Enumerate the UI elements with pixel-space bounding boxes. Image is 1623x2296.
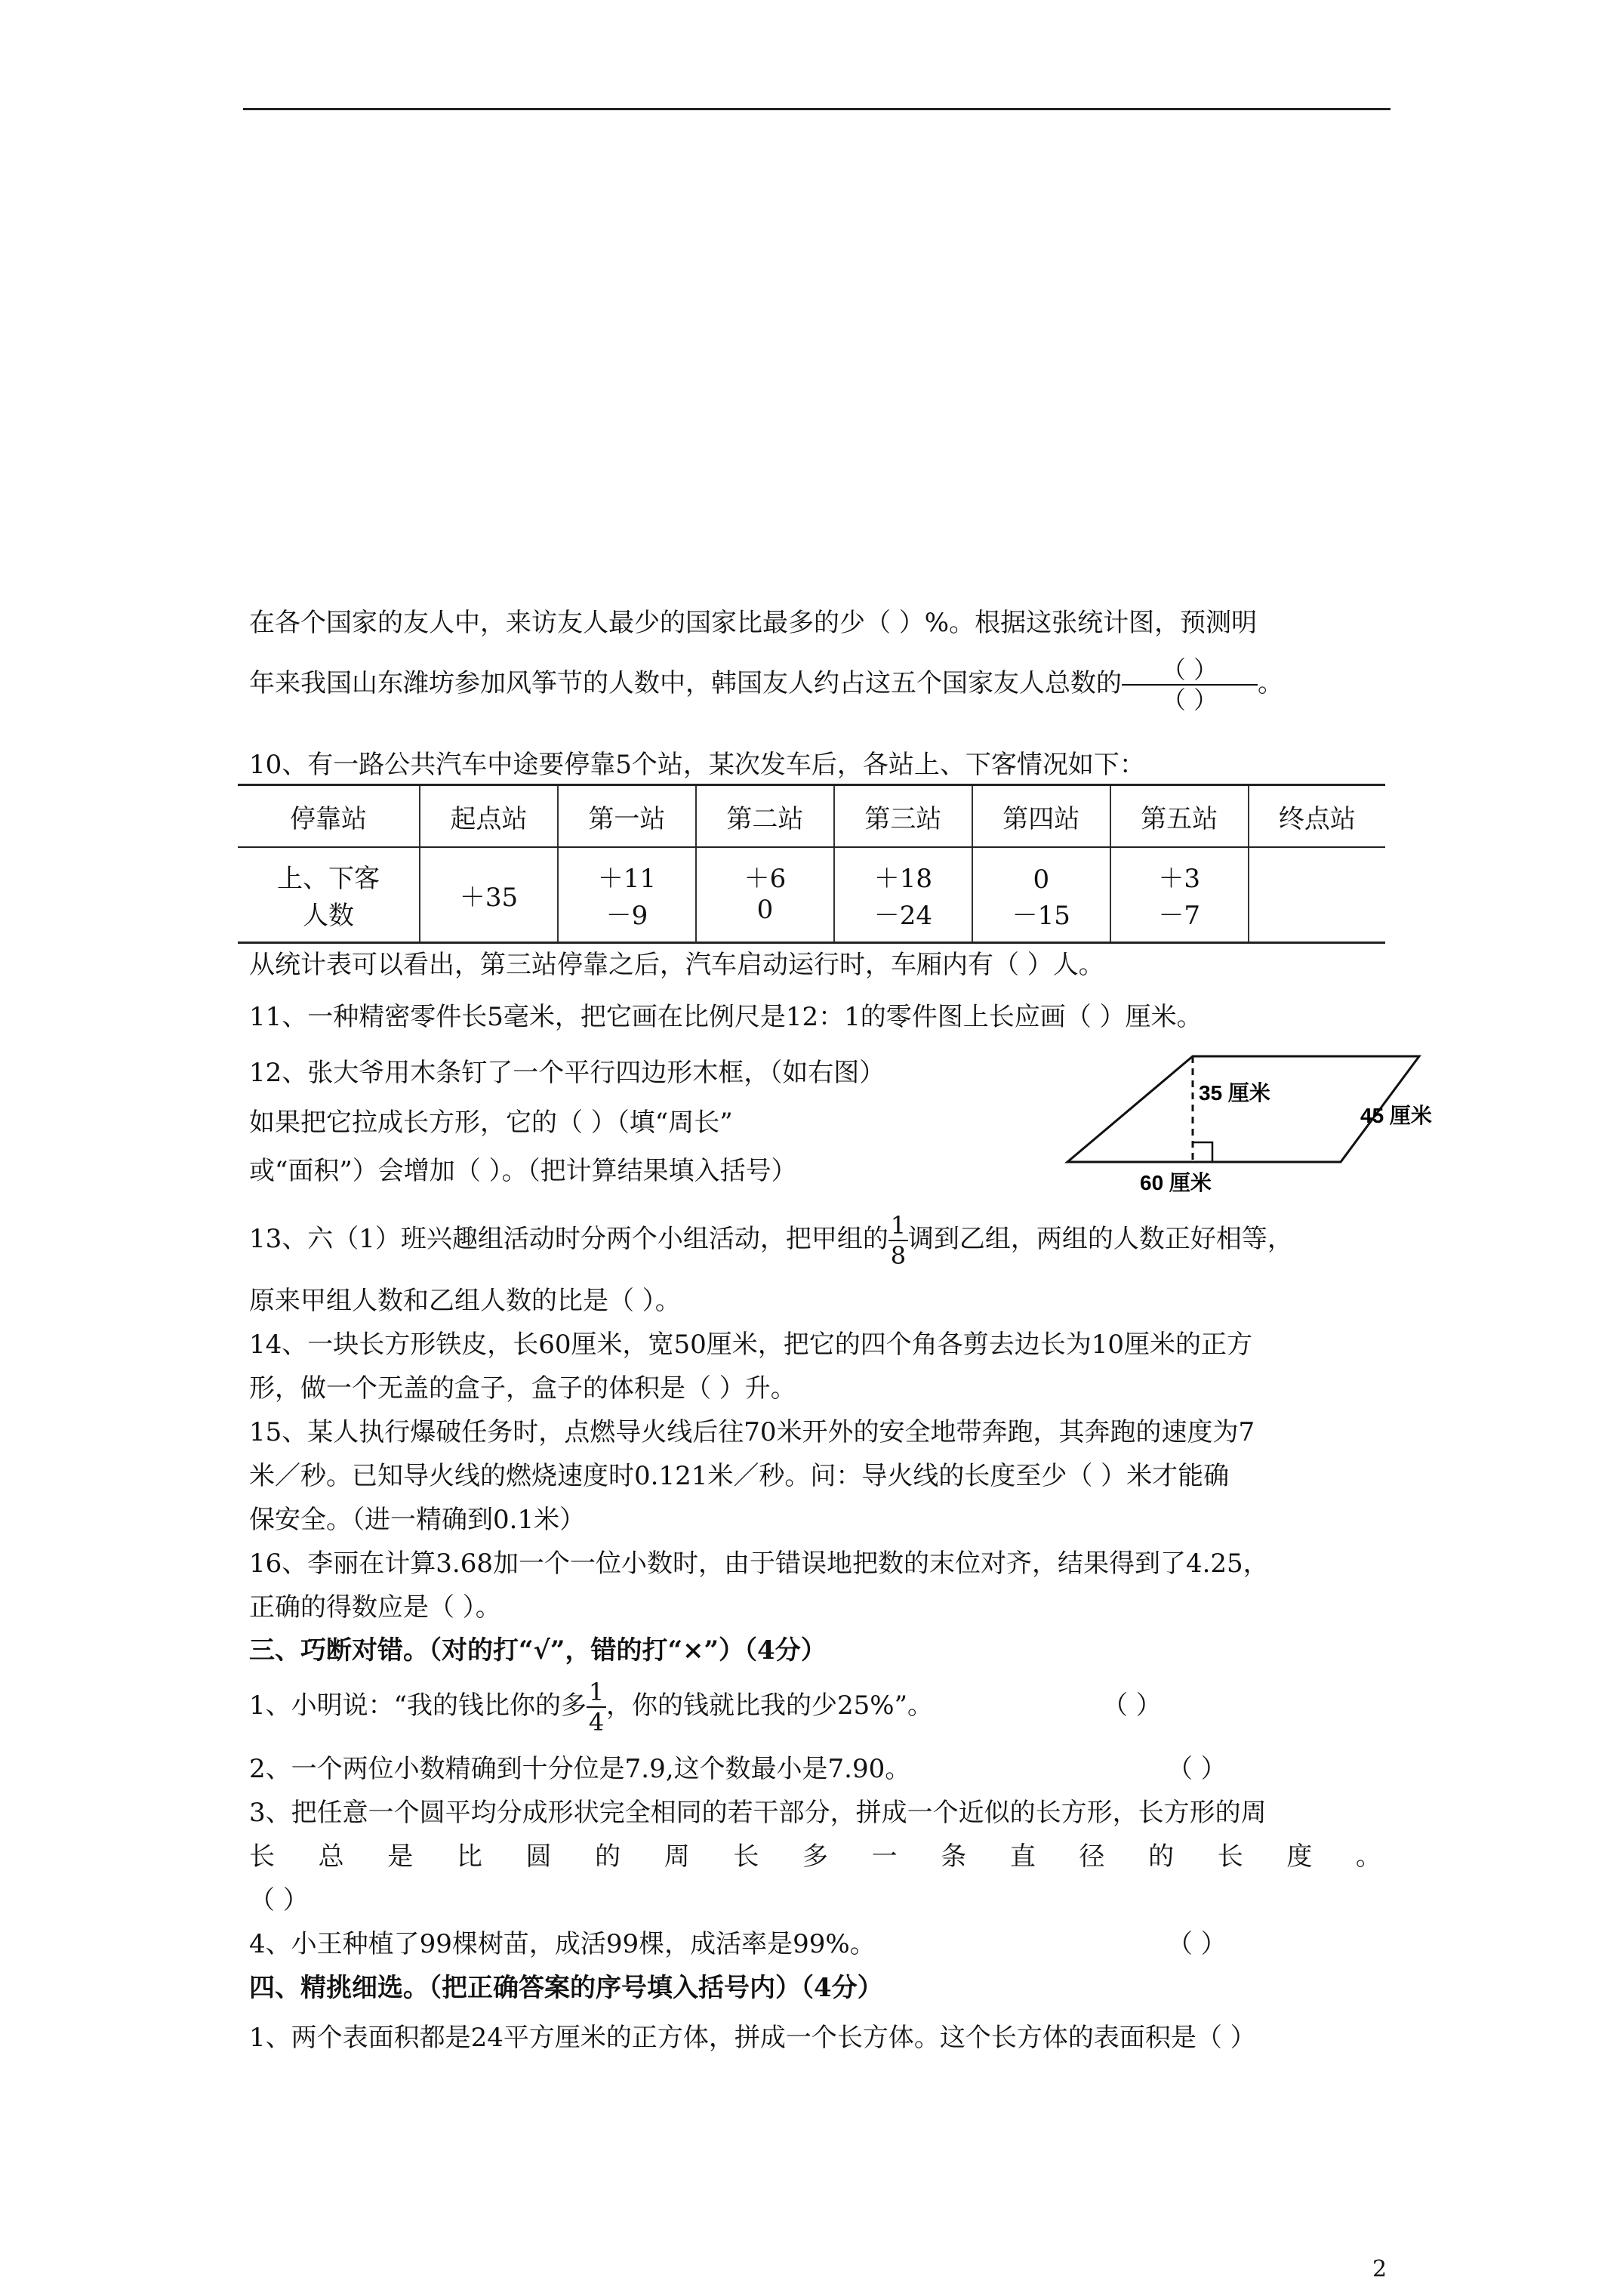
table-cell: －7 — [1110, 895, 1249, 943]
q12-line3: 或“面积”）会增加（ ）。（把计算结果填入括号） — [249, 1156, 797, 1186]
table-cell: ＋6 — [696, 847, 834, 895]
q11: 11、一种精密零件长5毫米，把它画在比例尺是12：1的零件图上长应画（ ）厘米。 — [249, 1002, 1203, 1032]
q9-frac-numerator: （ ） — [1161, 655, 1218, 684]
q15-line3: 保安全。（进一精确到0.1米） — [249, 1505, 586, 1535]
table-cell: －15 — [972, 895, 1110, 943]
sec3-item1-fraction — [587, 1678, 606, 1737]
q16-line1: 16、李丽在计算3.68加一个一位小数时，由于错误地把数的末位对齐，结果得到了4.25， — [249, 1549, 1269, 1579]
char: 的 — [595, 1841, 621, 1872]
table-cell: ＋18 — [834, 847, 972, 895]
table-header-cell: 第三站 — [834, 785, 972, 848]
q14-line2: 形，做一个无盖的盒子，盒子的体积是（ ）升。 — [249, 1373, 796, 1404]
height-label: 35 厘米 — [1199, 1081, 1270, 1105]
char: 周 — [664, 1841, 690, 1872]
q9-fraction-blank — [1122, 655, 1258, 714]
q10-after: 从统计表可以看出，第三站停靠之后，汽车启动运行时，车厢内有（ ）人。 — [249, 950, 1104, 980]
char: 圆 — [525, 1841, 552, 1872]
sec3-item3-line1: 3、把任意一个圆平均分成形状完全相同的若干部分，拼成一个近似的长方形，长方形的周 — [249, 1798, 1267, 1828]
sec3-item4-answer-paren: （ ） — [1167, 1929, 1227, 1959]
sec3-item1-answer-paren: （ ） — [1102, 1690, 1162, 1721]
section4-title: 四、精挑细选。（把正确答案的序号填入括号内）（4分） — [249, 1973, 883, 2003]
q12-line1: 12、张大爷用木条钉了一个平行四边形木框，（如右图） — [249, 1058, 885, 1088]
char: 长 — [249, 1841, 275, 1872]
char: 。 — [1356, 1841, 1381, 1872]
table-header-cell: 第五站 — [1110, 785, 1249, 848]
table-cell: 0 — [696, 895, 834, 943]
sec4-item1: 1、两个表面积都是24平方厘米的正方体，拼成一个长方体。这个长方体的表面积是（ ） — [249, 2023, 1256, 2053]
table-cell: ＋11 — [558, 847, 696, 895]
q9-line1: 在各个国家的友人中，来访友人最少的国家比最多的少（ ）%。根据这张统计图，预测明 — [249, 608, 1258, 638]
q13-frac-numerator: 1 — [890, 1211, 907, 1240]
side-label: 45 厘米 — [1360, 1104, 1432, 1127]
char: 是 — [387, 1841, 414, 1872]
q9-frac-denominator: （ ） — [1161, 686, 1218, 714]
char: 长 — [733, 1841, 759, 1872]
row-label-top: 上、下客 — [238, 847, 420, 895]
char: 径 — [1079, 1841, 1105, 1872]
q16-line2: 正确的得数应是（ ）。 — [249, 1592, 501, 1623]
table-cell: 0 — [972, 847, 1110, 895]
sec3-item1 — [249, 1675, 933, 1737]
terminal-value — [1249, 847, 1385, 943]
table-header-cell: 第二站 — [696, 785, 834, 848]
char: 直 — [1009, 1841, 1036, 1872]
sec3-frac-numerator: 1 — [588, 1678, 605, 1706]
q13-pre: 13、六（1）班兴趣组活动时分两个小组活动，把甲组的 — [249, 1224, 888, 1254]
page-number: 2 — [1372, 2256, 1387, 2282]
q14-line1: 14、一块长方形铁皮，长60厘米，宽50厘米，把它的四个角各剪去边长为10厘米的正方 — [249, 1330, 1253, 1360]
table-row-boarding — [238, 847, 1385, 895]
char: 长 — [1217, 1841, 1243, 1872]
char: 比 — [456, 1841, 482, 1872]
table-header-cell: 终点站 — [1249, 785, 1385, 848]
q15-line1: 15、某人执行爆破任务时，点燃导火线后往70米开外的安全地带奔跑，其奔跑的速度为7 — [249, 1417, 1255, 1447]
sec3-item3-line2 — [249, 1839, 1381, 1874]
char: 度 — [1286, 1841, 1313, 1872]
table-header-cell: 第一站 — [558, 785, 696, 848]
table-cell: －24 — [834, 895, 972, 943]
header-rule — [243, 108, 1390, 110]
parallelogram-figure — [1057, 1046, 1464, 1197]
q12-line2: 如果把它拉成长方形，它的（ ）（填“周长” — [249, 1108, 733, 1138]
table-header-cell: 停靠站 — [238, 785, 420, 848]
base-label: 60 厘米 — [1140, 1171, 1212, 1194]
sec3-item3-answer-paren: （ ） — [249, 1885, 309, 1915]
char: 一 — [871, 1841, 898, 1872]
sec3-frac-denominator: 4 — [588, 1708, 605, 1737]
q15-line2: 米／秒。已知导火线的燃烧速度时0.121米／秒。问：导火线的长度至少（ ）米才能确 — [249, 1461, 1230, 1491]
section3-title: 三、巧断对错。（对的打“√”，错的打“×”）（4分） — [249, 1635, 827, 1666]
char: 的 — [1148, 1841, 1175, 1872]
sec3-item1-pre: 1、小明说：“我的钱比你的多 — [249, 1690, 587, 1721]
q13-line2: 原来甲组人数和乙组人数的比是（ ）。 — [249, 1286, 681, 1316]
q9-line2 — [249, 655, 1283, 714]
char: 多 — [802, 1841, 828, 1872]
char: 总 — [318, 1841, 344, 1872]
table-header-cell: 起点站 — [420, 785, 558, 848]
sec3-item2: 2、一个两位小数精确到十分位是7.9,这个数最小是7.90。 — [249, 1754, 911, 1784]
bus-stop-table — [238, 784, 1385, 944]
table-header-cell: 第四站 — [972, 785, 1110, 848]
q13-frac-denominator: 8 — [890, 1241, 907, 1270]
sec3-item2-answer-paren: （ ） — [1167, 1754, 1227, 1784]
char: 条 — [941, 1841, 967, 1872]
sec3-item1-post: ，你的钱就比我的少25%”。 — [606, 1690, 933, 1721]
q13-fraction — [888, 1211, 908, 1270]
start-value: ＋35 — [420, 847, 558, 943]
sec3-item4: 4、小王种植了99棵树苗，成活99棵，成活率是99%。 — [249, 1929, 876, 1959]
q10-intro: 10、有一路公共汽车中途要停靠5个站，某次发车后，各站上、下客情况如下： — [249, 750, 1145, 780]
q13-line1 — [249, 1208, 1293, 1270]
q13-post: 调到乙组，两组的人数正好相等， — [907, 1224, 1293, 1254]
table-cell: ＋3 — [1110, 847, 1249, 895]
table-cell: －9 — [558, 895, 696, 943]
q9-line2-text: 年来我国山东潍坊参加风筝节的人数中，韩国友人约占这五个国家友人总数的 — [249, 668, 1122, 698]
right-angle-mark — [1193, 1142, 1212, 1162]
table-header-row — [238, 785, 1385, 848]
table-row-alighting — [238, 895, 1385, 943]
row-label-bottom: 人数 — [238, 895, 420, 943]
q9-end: 。 — [1258, 668, 1283, 698]
